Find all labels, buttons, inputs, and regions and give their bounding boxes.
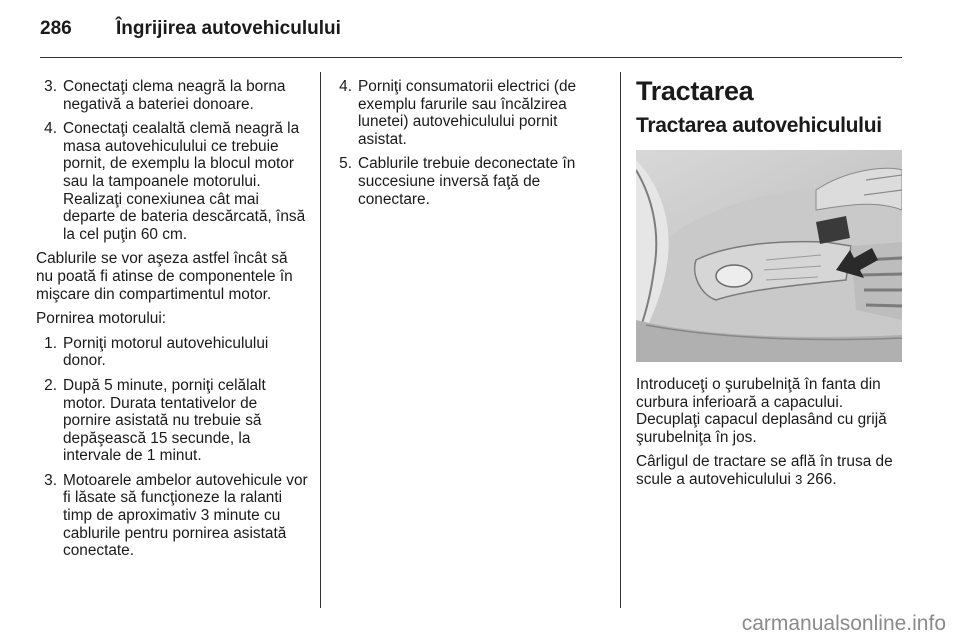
car-front-bumper-illustration — [636, 150, 902, 362]
list-item — [41, 472, 308, 560]
item-number: 2. — [44, 376, 57, 394]
steps-list-c — [336, 78, 602, 208]
paragraph-tow-hook — [636, 453, 906, 488]
list-item — [41, 335, 308, 370]
chapter-title: Îngrijirea autovehiculului — [116, 18, 341, 39]
list-item — [336, 78, 602, 148]
bumper-drawing — [636, 150, 902, 362]
item-number: 3. — [44, 471, 57, 489]
section-heading: Tractarea — [636, 76, 754, 106]
column-divider-2 — [620, 72, 621, 608]
item-number: 3. — [44, 78, 57, 95]
item-text: Cablurile trebuie deconectate în succesiune inversă faţă de conectare. — [358, 155, 576, 208]
item-number: 4. — [44, 120, 57, 138]
page-number: 286 — [40, 18, 72, 39]
item-text: Motoarele ambelor autovehicule vor fi lăsate să funcţioneze la ralanti timp de aproximativ 3 minute cu cablurile pentru pornirea asistată conectate. — [63, 471, 308, 560]
item-text: Porniţi motorul autovehiculului donor. — [63, 334, 269, 370]
item-text: Conectaţi clema neagră la borna negativă a bateriei donoare. — [63, 78, 286, 113]
paragraph-engine-start: Pornirea motorului: — [36, 310, 167, 328]
column-3 — [636, 78, 906, 496]
list-item — [336, 155, 602, 208]
column-1 — [36, 78, 308, 567]
item-text: Porniţi consumatorii electrici (de exemplu farurile sau încălzirea lunetei) autovehiculului pornit asistat. — [358, 78, 577, 148]
item-text: Conectaţi cealaltă clemă neagră la masa autovehiculului ce trebuie pornit, de exemplu la blocul motor sau la tampoanele motorului. Realizaţi conexiunea cât mai departe de bateria descărcată, însă la cel puţin 60 cm. — [63, 120, 306, 243]
header-rule — [40, 57, 902, 58]
page-reference-link[interactable]: 266. — [806, 470, 837, 488]
steps-list-b — [36, 335, 308, 560]
page-reference-arrow-icon: 3 — [795, 471, 803, 487]
list-item — [41, 78, 308, 113]
list-item — [41, 377, 308, 465]
steps-list-a — [36, 78, 308, 243]
section-subheading: Tractarea autovehiculului — [636, 114, 882, 137]
item-number: 1. — [44, 334, 57, 352]
item-number: 5. — [339, 155, 352, 173]
watermark: carmanualsonline.info — [741, 612, 946, 635]
column-divider-1 — [320, 72, 321, 608]
paragraph-cables: Cablurile se vor aşeza astfel încât să nu poată fi atinse de componentele în mişcare din compartimentul motor. — [36, 250, 293, 303]
item-text: După 5 minute, porniţi celălalt motor. Durata tentativelor de pornire asistată nu trebuie să depăşească 15 secunde, la intervale de 1 minut. — [63, 376, 266, 465]
list-item — [41, 120, 308, 243]
tow-hook-text: Cârligul de tractare se află în trusa de scule a autovehiculului — [636, 453, 893, 488]
page-header — [40, 18, 900, 48]
paragraph-screwdriver: Introduceţi o şurubelniţă în fanta din curbura inferioară a capacului. Decuplaţi capacul deplasând cu grijă şurubelniţa în jos. — [636, 376, 887, 446]
column-2 — [336, 78, 602, 215]
item-number: 4. — [339, 78, 352, 95]
